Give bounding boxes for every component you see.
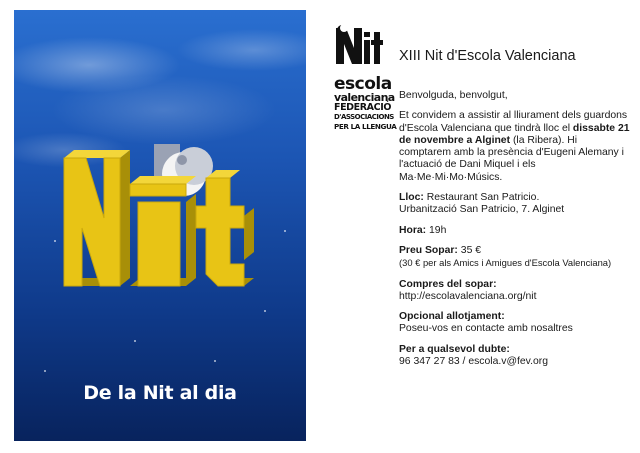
- document-title: XIII Nit d'Escola Valenciana: [399, 48, 576, 64]
- escola-valenciana-logo: [334, 74, 397, 131]
- star: [214, 360, 216, 362]
- invitation-text: Et convidem a assistir al lliurament dels guardons d'Escola Valenciana que tindrà lloc el: [399, 110, 628, 134]
- contact-info[interactable]: 96 347 27 83 / escola.v@fev.org: [399, 356, 548, 368]
- lodging-label: Opcional allotjament:: [399, 311, 505, 323]
- letter-body: [399, 90, 631, 376]
- price-value: 35 €: [457, 244, 482, 256]
- nit-3d-logo: [58, 132, 263, 312]
- purchase-link[interactable]: http://escolavalenciana.org/nit: [399, 290, 537, 302]
- poster-caption: De la Nit al dia: [83, 382, 237, 404]
- lodging-block: [399, 311, 631, 336]
- venue-name: Restaurant San Patricio.: [423, 192, 540, 204]
- star: [44, 370, 46, 372]
- time-label: Hora:: [399, 224, 427, 236]
- logo-line: PER LA LLENGUA: [334, 122, 397, 131]
- star: [54, 240, 56, 242]
- purchase-label: Compres del sopar:: [399, 278, 497, 290]
- event-date: dissabte 21 de novembre a Alginet: [399, 122, 630, 146]
- nit-logo: [334, 24, 384, 66]
- logo-line: FEDERACIÓ: [334, 102, 392, 113]
- lodging-text: Poseu-vos en contacte amb nosaltres: [399, 323, 573, 335]
- time-value: 19h: [426, 224, 447, 236]
- time-block: [399, 225, 631, 237]
- invitation-paragraph: [399, 110, 631, 184]
- contact-block: [399, 344, 631, 369]
- price-label: Preu Sopar:: [399, 244, 458, 256]
- logo-line: valenciana: [334, 91, 395, 104]
- logo-line: D'ASSOCIACIONS: [334, 113, 394, 121]
- poster-panel: [14, 10, 306, 441]
- venue-label: Lloc:: [399, 192, 424, 204]
- logo-line: escola: [334, 74, 392, 94]
- price-note: (30 € per als Amics i Amigues d'Escola Valenciana): [399, 257, 612, 269]
- contact-label: Per a qualsevol dubte:: [399, 343, 510, 355]
- star: [134, 340, 136, 342]
- star: [264, 310, 266, 312]
- invitation-text: (la Ribera). Hi comptarem amb la presència d'Eugeni Alemany i l'actuació de Dani Miquel i els Ma·Me·Mi·Mo·Músics.: [399, 134, 624, 183]
- venue-address: Urbanització San Patricio, 7. Alginet: [399, 204, 565, 216]
- purchase-block: [399, 279, 631, 304]
- price-block: [399, 245, 631, 271]
- greeting: Benvolguda, benvolgut,: [399, 90, 508, 101]
- star: [284, 230, 286, 232]
- venue-block: [399, 192, 631, 217]
